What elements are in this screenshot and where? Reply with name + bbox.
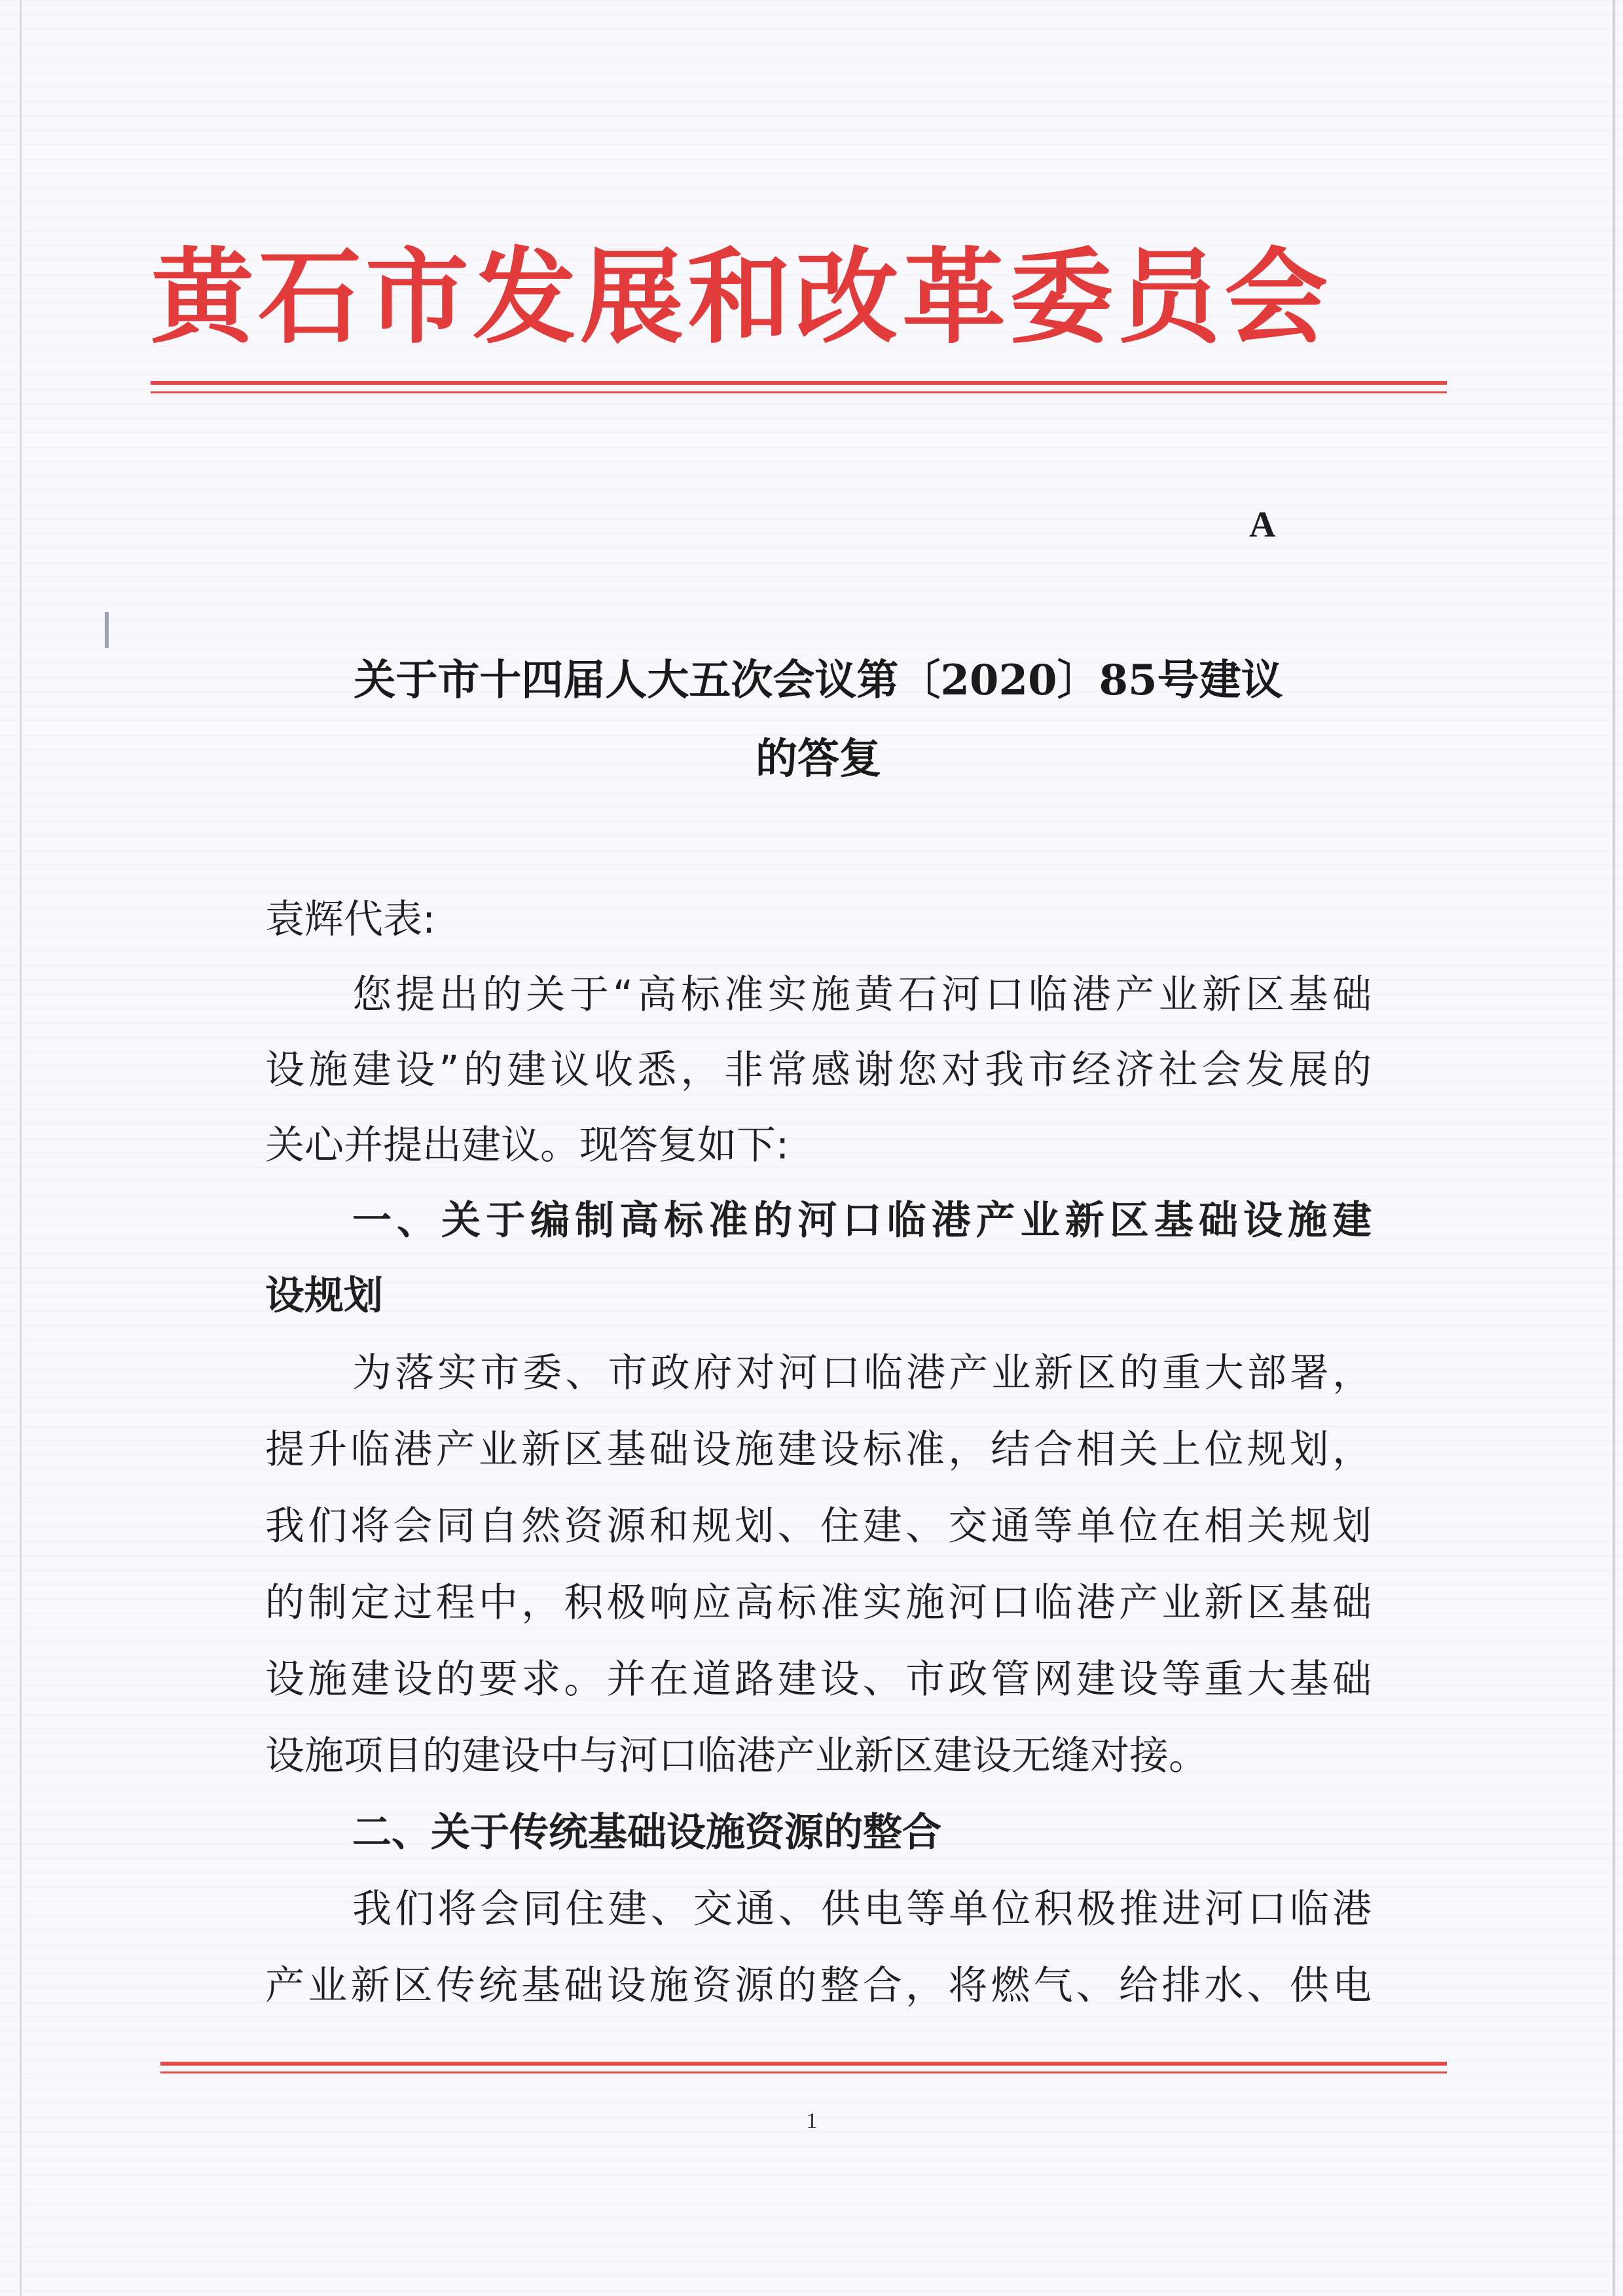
section-heading-1-cont: 设规划	[265, 1273, 383, 1319]
body-line: 您提出的关于“高标准实施黄石河口临港产业新区基础	[352, 972, 1372, 1018]
body-line: 关心并提出建议。现答复如下:	[265, 1122, 790, 1168]
body-line: 为落实市委、市政府对河口临港产业新区的重大部署，	[352, 1350, 1372, 1396]
body-line: 我们将会同住建、交通、供电等单位积极推进河口临港	[352, 1886, 1372, 1932]
body-line: 我们将会同自然资源和规划、住建、交通等单位在相关规划	[265, 1503, 1372, 1549]
letterhead-rule-top	[151, 381, 1447, 385]
footer-rule-bottom	[160, 2072, 1447, 2073]
body-line: 设施建设”的建议收悉，非常感谢您对我市经济社会发展的	[265, 1047, 1372, 1093]
section-heading-1: 一、关于编制高标准的河口临港产业新区基础设施建	[352, 1198, 1372, 1244]
body-line: 的制定过程中，积极响应高标准实施河口临港产业新区基础	[265, 1580, 1372, 1626]
scan-edge-left	[20, 0, 22, 2296]
letterhead-rule-bottom	[151, 391, 1447, 393]
body-line: 设施项目的建设中与河口临港产业新区建设无缝对接。	[265, 1733, 1208, 1779]
letterhead-organization: 黄石市发展和改革委员会	[151, 237, 1332, 358]
document-title-line-1: 关于市十四届人大五次会议第〔2020〕85号建议	[354, 656, 1283, 705]
body-line: 设施建设的要求。并在道路建设、市政管网建设等重大基础	[265, 1657, 1372, 1702]
body-line: 提升临港产业新区基础设施建设标准，结合相关上位规划，	[265, 1427, 1372, 1473]
section-heading-2: 二、关于传统基础设施资源的整合	[352, 1810, 941, 1856]
salutation: 袁辉代表:	[265, 897, 436, 942]
page-number: 1	[806, 2109, 818, 2133]
body-line: 产业新区传统基础设施资源的整合，将燃气、给排水、供电	[265, 1963, 1372, 2009]
copy-mark: A	[1249, 505, 1276, 545]
footer-rule-top	[160, 2062, 1447, 2066]
document-title-line-2: 的答复	[756, 734, 881, 783]
scan-edge-right	[1613, 0, 1615, 2296]
scan-speck	[105, 612, 109, 648]
